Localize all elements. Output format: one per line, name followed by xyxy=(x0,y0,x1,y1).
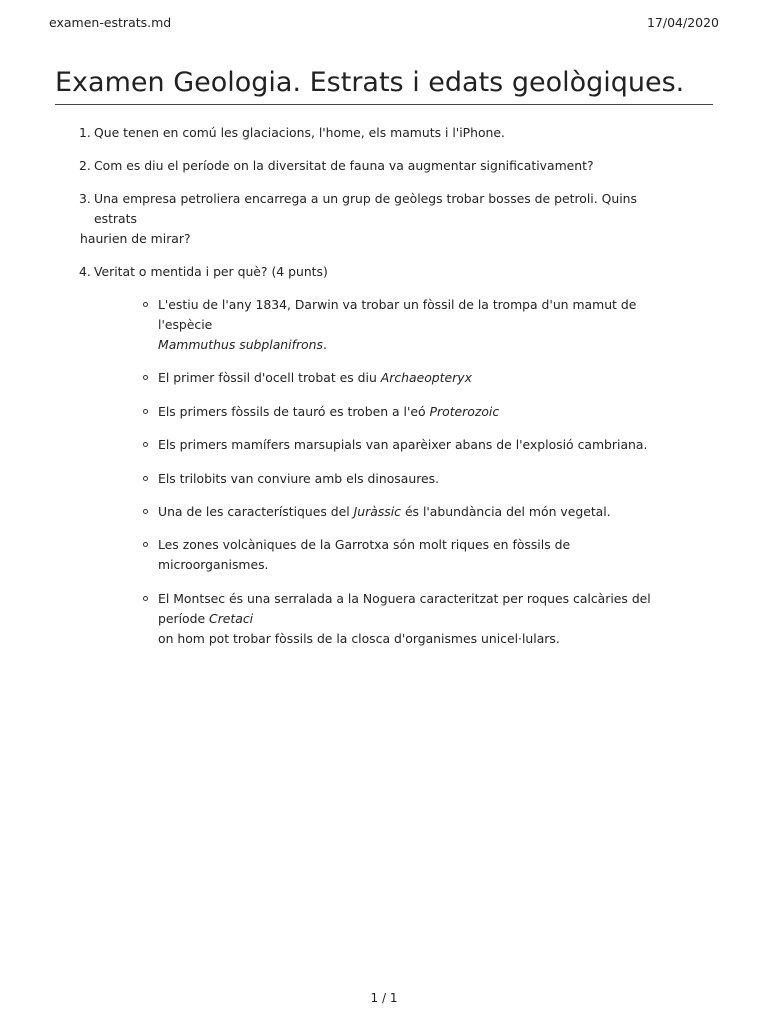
statement-item xyxy=(80,435,680,455)
statement-emphasis: Mammuthus subplanifrons xyxy=(158,337,323,352)
print-date: 17/04/2020 xyxy=(646,15,719,30)
statement-item xyxy=(80,535,680,575)
question-number: 2. xyxy=(79,158,91,173)
question-text-line-1: Una empresa petroliera encarrega a un grup de geòlegs trobar bosses de petroli. Quins estrats xyxy=(94,191,637,226)
statement-text: Els primers mamífers marsupials van aparèixer abans de l'explosió cambriana. xyxy=(158,437,648,453)
statement-suffix: on hom pot trobar fòssils de la closca d'organismes unicel·lulars. xyxy=(158,630,560,646)
statement-text: L'estiu de l'any 1834, Darwin va trobar un fòssil de la trompa d'un mamut de l'espècie xyxy=(158,297,637,332)
statement-text: El primer fòssil d'ocell trobat es diu xyxy=(158,370,381,386)
page-title: Examen Geologia. Estrats i edats geològiques. xyxy=(55,64,713,105)
question-item xyxy=(55,156,680,176)
question-text: Com es diu el període on la diversitat de fauna va augmentar significativament? xyxy=(94,158,594,173)
statement-text: Una de les característiques del xyxy=(158,503,354,519)
statement-item xyxy=(80,502,680,522)
statement-emphasis: Archaeopteryx xyxy=(380,370,472,386)
question-item xyxy=(55,123,680,143)
statement-emphasis: Proterozoic xyxy=(429,403,500,419)
bullet-icon xyxy=(143,375,148,380)
statement-text: Els trilobits van conviure amb els dinosaures. xyxy=(158,470,440,486)
statement-item xyxy=(80,469,680,489)
question-text: Que tenen en comú les glaciacions, l'home, els mamuts i l'iPhone. xyxy=(94,125,505,140)
statement-suffix: . xyxy=(322,337,327,352)
bullet-icon xyxy=(143,409,148,414)
statement-text: El Montsec és una serralada a la Noguera caracteritzat per roques calcàries del període xyxy=(158,590,651,626)
file-name: examen-estrats.md xyxy=(49,15,172,30)
bullet-icon xyxy=(143,509,148,514)
statement-item xyxy=(80,402,680,422)
bullet-icon xyxy=(143,302,148,307)
statement-text: Les zones volcàniques de la Garrotxa són molt riques en fòssils de microorganismes. xyxy=(158,537,571,573)
statement-suffix: és l'abundància del món vegetal. xyxy=(401,503,611,519)
bullet-icon xyxy=(143,476,148,481)
question-item xyxy=(55,189,680,249)
question-item xyxy=(55,262,680,649)
page-header xyxy=(49,15,719,33)
question-number: 4. xyxy=(79,264,91,279)
bullet-icon xyxy=(143,442,148,447)
statement-emphasis: Juràssic xyxy=(353,503,401,519)
question-number: 1. xyxy=(79,125,91,140)
page-number: 1 / 1 xyxy=(370,991,398,1005)
statement-item xyxy=(80,368,680,388)
bullet-icon xyxy=(143,542,148,547)
true-false-list xyxy=(80,295,680,649)
question-number: 3. xyxy=(79,191,91,206)
bullet-icon xyxy=(143,596,148,601)
statement-item xyxy=(80,589,680,649)
question-text-line-2: haurien de mirar? xyxy=(80,231,191,246)
statement-emphasis: Cretaci xyxy=(209,610,254,626)
statement-text: Els primers fòssils de tauró es troben a l'eó xyxy=(158,403,430,419)
question-text: Veritat o mentida i per què? (4 punts) xyxy=(94,264,328,279)
question-list xyxy=(55,123,680,662)
statement-item xyxy=(80,295,680,355)
